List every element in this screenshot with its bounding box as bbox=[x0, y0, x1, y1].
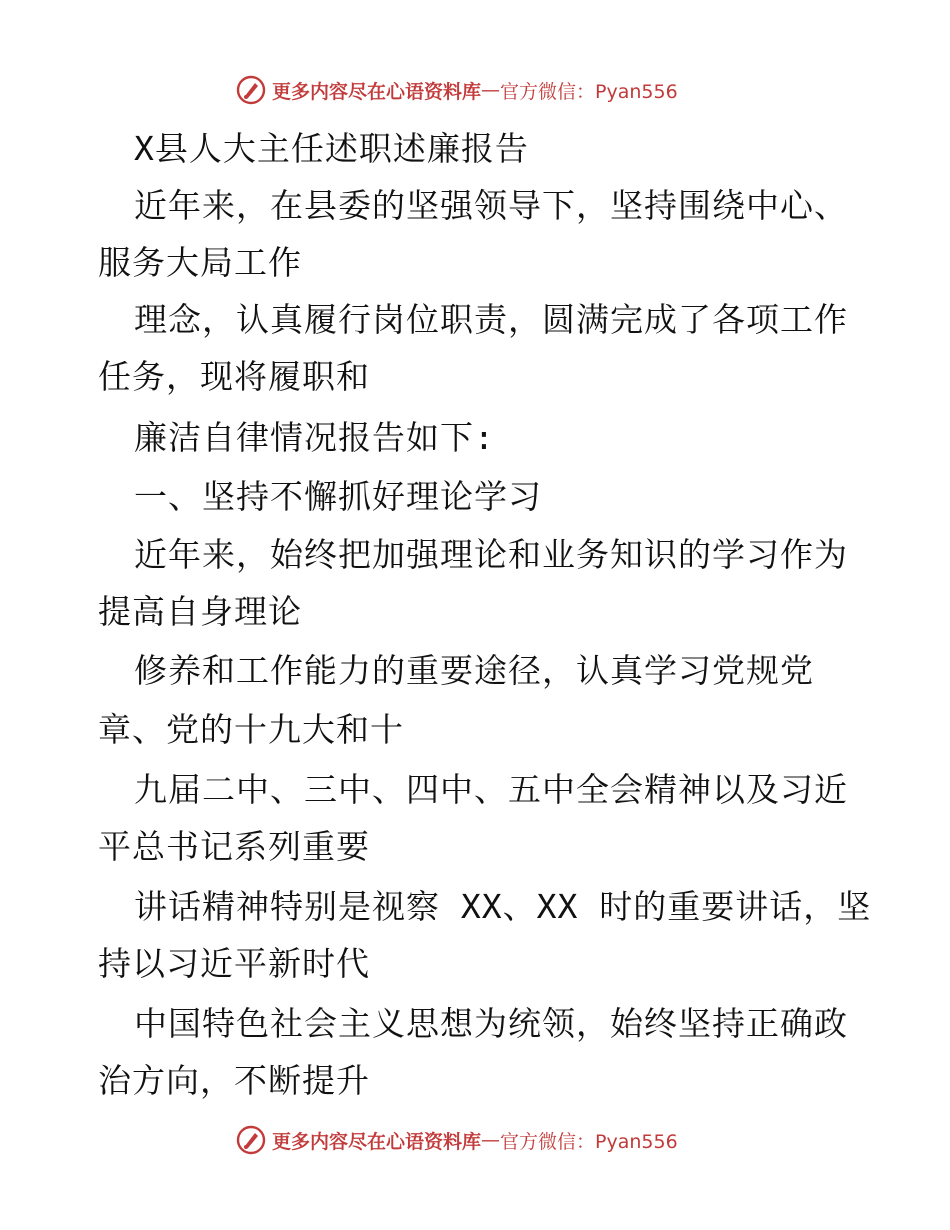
text-line: 九届二中、三中、四中、五中全会精神以及习近 bbox=[134, 770, 848, 809]
text-line: 理念，认真履行岗位职责，圆满完成了各项工作 bbox=[134, 300, 848, 339]
footer-site-text: 更多内容尽在心语资料库 bbox=[272, 1130, 482, 1153]
header-dash: — bbox=[481, 79, 501, 101]
text-line: 近年来，在县委的坚强领导下，坚持围绕中心、 bbox=[134, 186, 848, 225]
header-wechat-text: 官方微信：Pyan556 bbox=[500, 80, 678, 103]
text-line: 章、党的十九大和十 bbox=[98, 710, 404, 749]
section-heading: 一、坚持不懈抓好理论学习 bbox=[134, 477, 542, 516]
text-line: 任务，现将履职和 bbox=[98, 357, 370, 396]
text-line: 近年来，始终把加强理论和业务知识的学习作为 bbox=[134, 535, 848, 574]
text-line: 平总书记系列重要 bbox=[98, 827, 370, 866]
footer-banner bbox=[236, 1122, 678, 1158]
text-line: 提高自身理论 bbox=[98, 592, 302, 631]
text-line: 修养和工作能力的重要途径，认真学习党规党 bbox=[134, 651, 814, 690]
text-line: 持以习近平新时代 bbox=[98, 944, 370, 983]
footer-wechat-text: 官方微信：Pyan556 bbox=[500, 1130, 678, 1153]
text-line: 廉洁自律情况报告如下: bbox=[134, 418, 495, 457]
pen-nib-logo-icon bbox=[236, 75, 266, 105]
text-line: 中国特色社会主义思想为统领，始终坚持正确政 bbox=[134, 1004, 848, 1043]
footer-dash: — bbox=[481, 1129, 501, 1151]
header-banner bbox=[236, 72, 678, 108]
text-line: 治方向，不断提升 bbox=[98, 1061, 370, 1100]
document-title: X县人大主任述职述廉报告 bbox=[134, 129, 529, 168]
pen-nib-logo-icon bbox=[236, 1125, 266, 1155]
header-site-text: 更多内容尽在心语资料库 bbox=[272, 80, 482, 103]
text-line: 讲话精神特别是视察 XX、XX 时的重要讲话，坚 bbox=[134, 887, 872, 926]
text-line: 服务大局工作 bbox=[98, 243, 302, 282]
